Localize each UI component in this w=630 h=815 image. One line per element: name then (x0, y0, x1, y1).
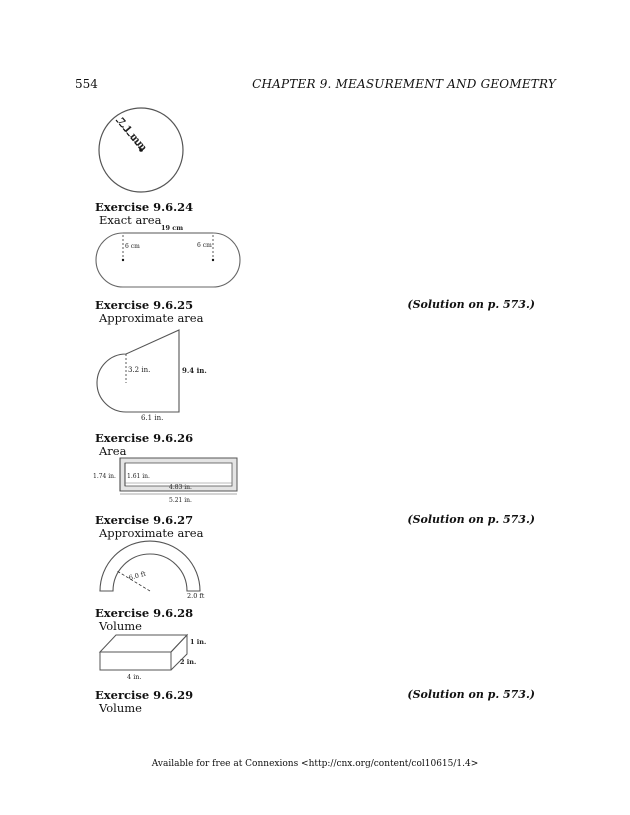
exercise-title: Exercise 9.6.24 (95, 200, 194, 214)
box-length-label: 4 in. (127, 673, 142, 681)
capsule-figure (95, 223, 245, 288)
exercise-subtitle: Volume (99, 701, 142, 715)
capsule-length-label: 19 cm (161, 224, 184, 232)
exercise-title: Exercise 9.6.27 (95, 513, 194, 527)
footer-text: Available for free at Connexions <http://cnx.org/content/col10615/1.4> (151, 759, 479, 769)
arch-27-figure (95, 538, 215, 600)
arch-radius-label: 6.0 ft (127, 569, 147, 582)
box-height-label: 1 in. (190, 638, 207, 646)
exercise-subtitle: Exact area (99, 213, 162, 227)
exercise-title: Exercise 9.6.25 (95, 298, 194, 312)
exercise-subtitle: Approximate area (99, 526, 204, 540)
shape-25-base-label: 6.1 in. (141, 414, 164, 422)
chapter-title: CHAPTER 9. MEASUREMENT AND GEOMETRY (252, 77, 556, 91)
exercise-subtitle: Area (99, 444, 127, 458)
solution-link[interactable]: (Solution on p. 573.) (407, 688, 535, 701)
exercise-title: Exercise 9.6.26 (95, 431, 194, 445)
exercise-title: Exercise 9.6.29 (95, 688, 194, 702)
exercise-subtitle: Volume (99, 619, 142, 633)
frame-inner-height-label: 1.61 in. (127, 473, 150, 480)
capsule-left-label: 6 cm (125, 243, 140, 250)
shape-25-radius-label: 3.2 in. (128, 366, 151, 374)
shape-25-figure (95, 325, 215, 425)
frame-26-figure (95, 456, 245, 506)
arch-thickness-label: 2.0 ft (187, 592, 205, 600)
box-28-figure (95, 630, 220, 682)
capsule-right-label: 6 cm (197, 242, 212, 249)
frame-outer-width-label: 5.21 in. (169, 497, 192, 504)
solution-link[interactable]: (Solution on p. 573.) (407, 513, 535, 526)
solution-link[interactable]: (Solution on p. 573.) (407, 298, 535, 311)
frame-outer-height-label: 1.74 in. (93, 473, 116, 480)
exercise-subtitle: Approximate area (99, 311, 204, 325)
shape-25-height-label: 9.4 in. (182, 366, 207, 375)
frame-inner-width-label: 4.83 in. (169, 484, 192, 491)
circle-figure (95, 105, 190, 200)
circle-radius-label: 7.1 mm (114, 115, 149, 154)
box-depth-label: 2 in. (180, 658, 197, 666)
exercise-title: Exercise 9.6.28 (95, 606, 194, 620)
page-number: 554 (75, 77, 98, 91)
